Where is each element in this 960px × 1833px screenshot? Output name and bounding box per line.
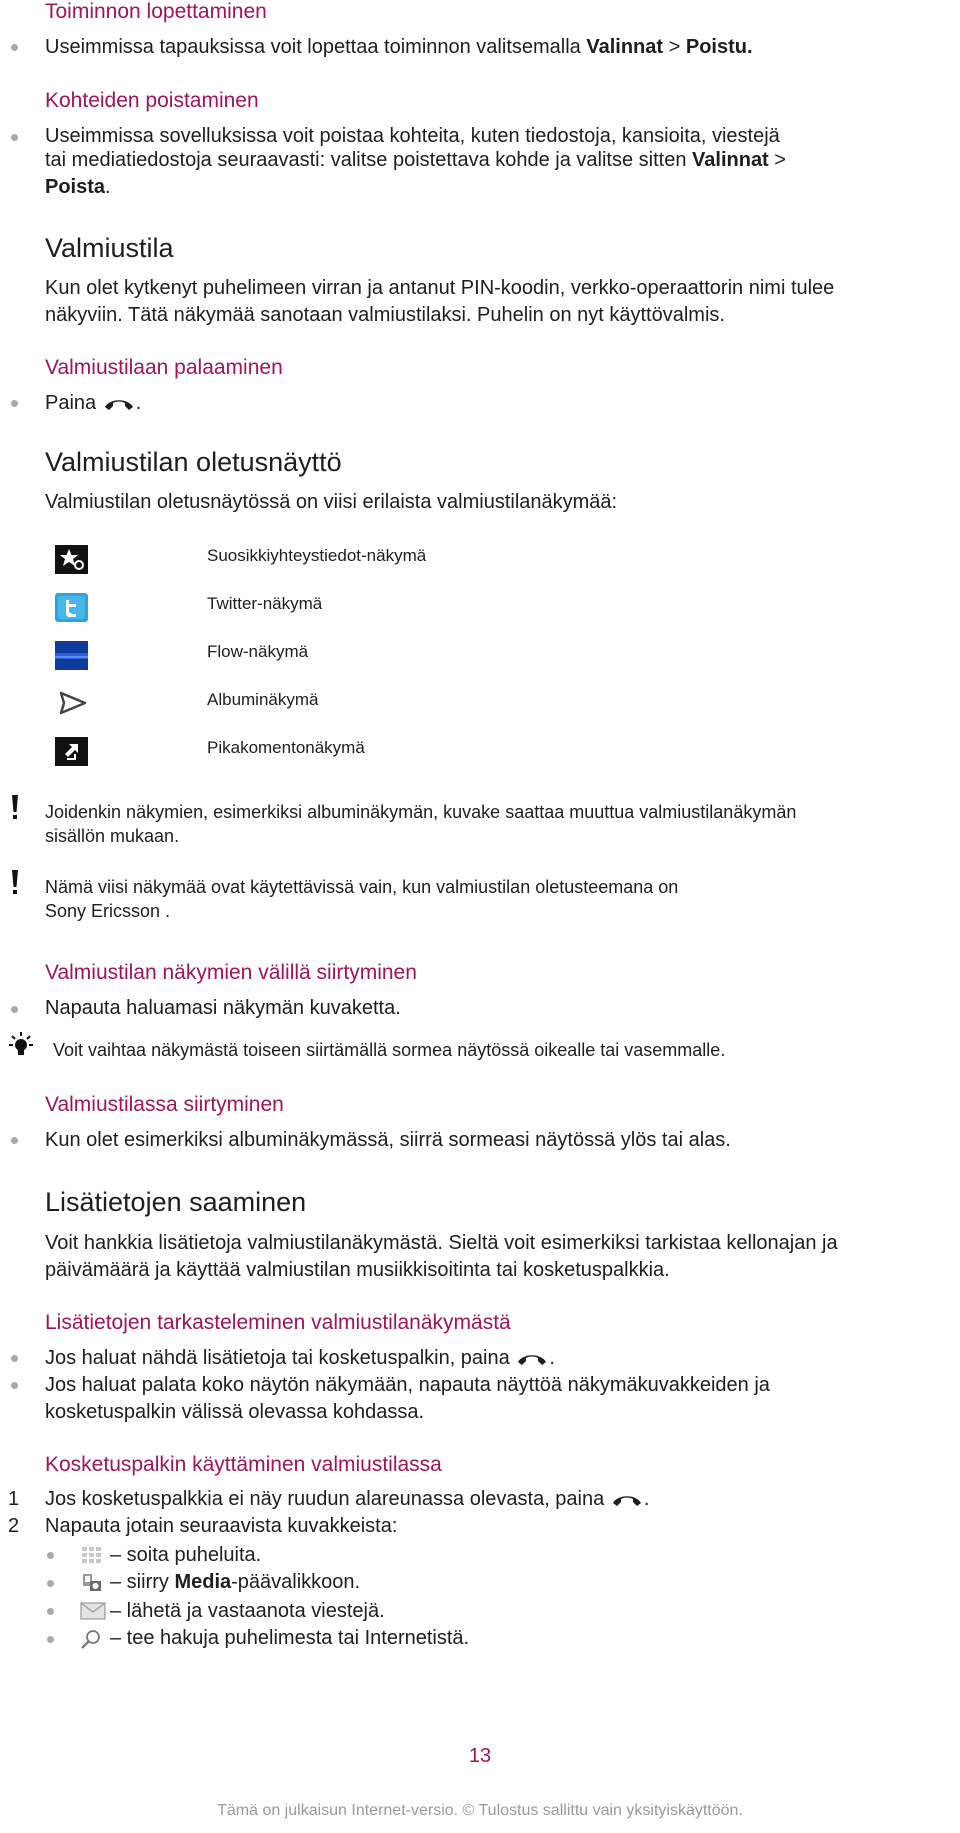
paragraph-more-info-line2: päivämäärä ja käyttää valmiustilan musiikkisoitinta tai kosketuspalkkia. [45,1259,670,1281]
section-heading-view-more-info: Lisätietojen tarkasteleminen valmiustilanäkymästä [45,1311,511,1334]
bullet-dot [11,44,18,51]
view-label: Twitter-näkymä [207,594,323,613]
menu-term: Poista [45,176,106,198]
dialpad-icon [80,1545,104,1567]
menu-term: Poistu [685,36,747,58]
media-icon [80,1572,104,1594]
bullet-dot [11,1382,18,1389]
paragraph-delete-line2: tai mediatiedostoja seuraavasti: valitse poistettava kohde ja valitse sitten Valinnat > [45,149,786,171]
section-title-default-screen: Valmiustilan oletusnäyttö [45,447,342,477]
bullet-dot [11,1006,18,1013]
touchbar-item-media: – siirry Media-päävalikkoon. [110,1571,361,1593]
bullet-dot [11,134,18,141]
note-icon-change-line1: Joidenkin näkymien, esimerkiksi albuminäkymän, kuvake saattaa muuttua valmiustilanäkymän [45,802,797,822]
favorites-star-icon [55,545,88,574]
section-heading-touchbar: Kosketuspalkin käyttäminen valmiustilassa [45,1453,442,1476]
note-icon-change-line2: sisällön mukaan. [45,826,180,846]
exclamation-icon [11,870,19,896]
lightbulb-tip-icon [6,1031,36,1061]
shortcut-arrow-icon [55,737,88,766]
note-theme-line2: Sony Ericsson . [45,901,171,921]
play-icon [55,689,88,718]
envelope-icon [80,1601,106,1621]
step-show-touchbar: Jos kosketuspalkkia ei näy ruudun alareunassa olevasta, paina . [45,1488,650,1510]
tip-swipe: Voit vaihtaa näkymästä toiseen siirtämällä sormea näytössä oikealle tai vasemmalle. [53,1040,726,1060]
bullet-dot [11,400,18,407]
touchbar-item-search: – tee hakuja puhelimesta tai Internetistä. [110,1627,470,1649]
bullet-dot [11,1355,18,1362]
view-label: Albuminäkymä [207,690,319,709]
paragraph-default-screen-intro: Valmiustilan oletusnäytössä on viisi erilaista valmiustilanäkymää: [45,491,618,513]
paragraph-delete-line1: Useimmissa sovelluksissa voit poistaa kohteita, kuten tiedostoja, kansioita, viestejä [45,125,780,147]
step-tap-icon: Napauta jotain seuraavista kuvakkeista: [45,1515,398,1537]
bullet-dot [47,1580,54,1587]
flow-icon [55,641,88,670]
section-heading-navigate-standby: Valmiustilassa siirtyminen [45,1093,284,1116]
touchbar-item-call: – soita puheluita. [110,1544,262,1566]
view-label: Suosikkiyhteystiedot-näkymä [207,546,427,565]
page-number: 13 [468,1745,492,1767]
exclamation-icon [11,795,19,821]
end-call-icon [610,1491,644,1509]
section-heading-return-standby: Valmiustilaan palaaminen [45,356,283,379]
note-theme-line1: Nämä viisi näkymää ovat käytettävissä vain, kun valmiustilan oletusteemana on [45,877,679,897]
magnifier-icon [80,1627,104,1651]
paragraph-return-fullscreen-line2: kosketuspalkin välissä olevassa kohdassa. [45,1401,425,1423]
paragraph-more-info-line1: Voit hankkia lisätietoja valmiustilanäkymästä. Sieltä voit esimerkiksi tarkistaa kellonajan ja [45,1232,838,1254]
paragraph-standby-line2: näkyviin. Tätä näkymää sanotaan valmiustilaksi. Puhelin on nyt käyttövalmis. [45,304,725,326]
step-number: 2 [8,1515,20,1537]
view-label: Flow-näkymä [207,642,309,661]
footer-disclaimer: Tämä on julkaisun Internet-versio. © Tulostus sallittu vain yksityiskäyttöön. [217,1802,743,1819]
bullet-dot [47,1608,54,1615]
paragraph-return-standby: Paina . [45,392,142,414]
bullet-dot [11,1137,18,1144]
section-heading-delete-items: Kohteiden poistaminen [45,89,259,112]
menu-term: Valinnat [692,149,769,171]
paragraph-switch-views: Napauta haluamasi näkymän kuvaketta. [45,997,401,1019]
section-heading-switch-views: Valmiustilan näkymien välillä siirtyminen [45,961,417,984]
end-call-icon [102,395,136,413]
paragraph-return-fullscreen-line1: Jos haluat palata koko näytön näkymään, napauta näyttöä näkymäkuvakkeiden ja [45,1374,770,1396]
twitter-icon [55,593,88,622]
bullet-dot [47,1552,54,1559]
menu-term: Valinnat [586,36,664,58]
touchbar-item-messages: – lähetä ja vastaanota viestejä. [110,1600,385,1622]
paragraph-view-touchbar: Jos haluat nähdä lisätietoja tai kosketuspalkin, paina . [45,1347,555,1369]
section-heading-stop-function: Toiminnon lopettaminen [45,0,267,23]
end-call-icon [515,1350,549,1368]
step-number: 1 [8,1488,20,1510]
paragraph-navigate-standby: Kun olet esimerkiksi albuminäkymässä, siirrä sormeasi näytössä ylös tai alas. [45,1129,731,1151]
bullet-dot [47,1636,54,1643]
paragraph-stop-function: Useimmissa tapauksissa voit lopettaa toiminnon valitsemalla Valinnat > Poistu. [45,36,753,58]
paragraph-delete-line3: Poista. [45,176,111,198]
paragraph-standby-line1: Kun olet kytkenyt puhelimeen virran ja antanut PIN-koodin, verkko-operaattorin nimi tulee [45,277,835,299]
section-title-more-info: Lisätietojen saaminen [45,1187,307,1217]
section-title-standby: Valmiustila [45,233,174,263]
view-label: Pikakomentonäkymä [207,738,365,757]
